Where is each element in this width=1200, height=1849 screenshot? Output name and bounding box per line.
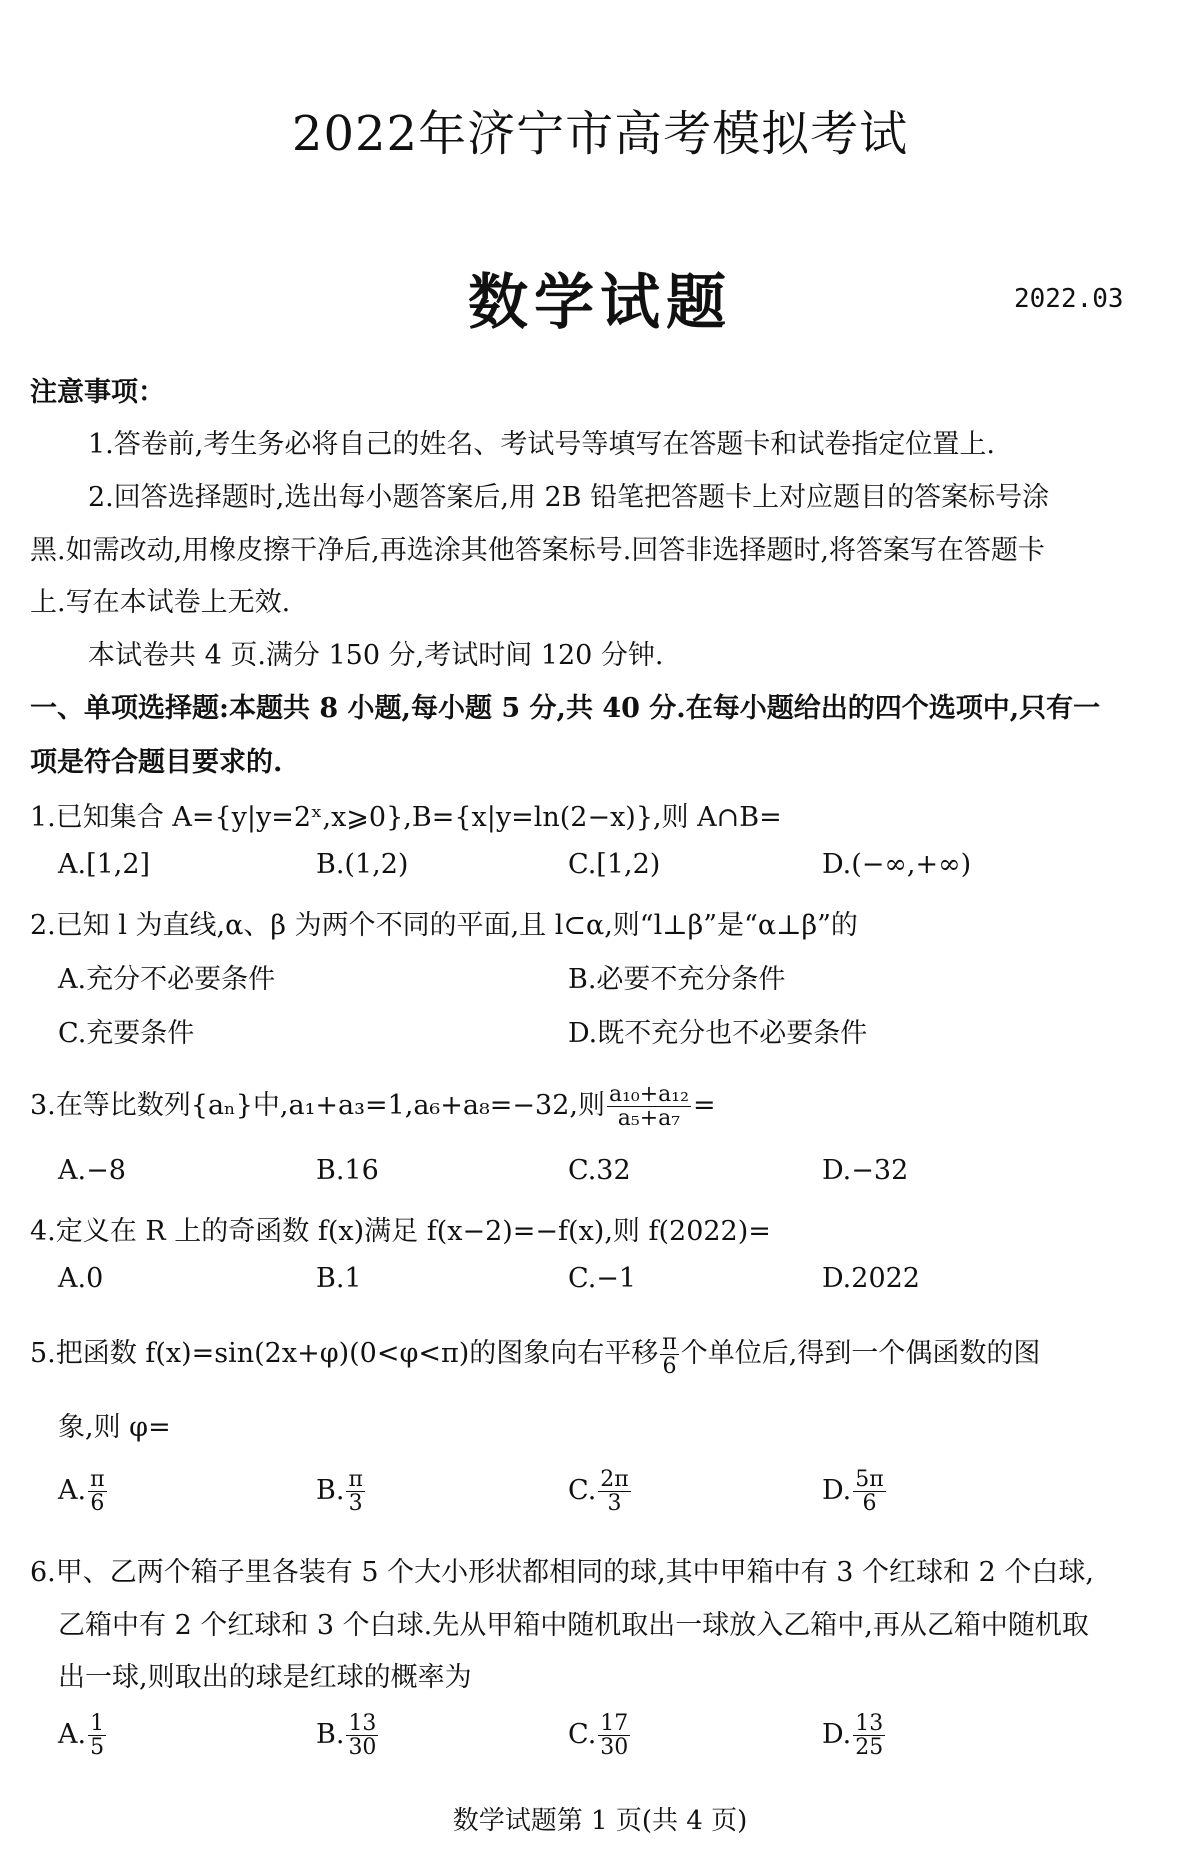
question-1-option-b[interactable]: B.(1,2) xyxy=(316,849,409,880)
notice-item-2-line-2: 黑.如需改动,用橡皮擦干净后,再选涂其他答案标号.回答非选择题时,将答案写在答题卡 xyxy=(30,535,1045,566)
question-5-fraction-denominator: 6 xyxy=(662,1354,677,1380)
question-3-stem-suffix: = xyxy=(692,1090,716,1122)
option-numerator: 1 xyxy=(90,1711,105,1736)
notice-item-2-line-3: 上.写在本试卷上无效. xyxy=(30,587,291,618)
question-3-fraction-denominator: a₅+a₇ xyxy=(617,1106,681,1132)
option-denominator: 25 xyxy=(855,1735,884,1761)
notice-item-1: 1.答卷前,考生务必将自己的姓名、考试号等填写在答题卡和试卷指定位置上. xyxy=(88,429,995,460)
question-6-option-c[interactable] xyxy=(568,1712,632,1759)
exam-title: 2022年济宁市高考模拟考试 xyxy=(291,106,909,162)
option-denominator: 3 xyxy=(607,1491,622,1517)
question-5-stem xyxy=(30,1331,1040,1378)
option-label: B. xyxy=(316,1475,345,1507)
question-6-option-a[interactable] xyxy=(58,1712,108,1759)
subject-title: 数学试题 xyxy=(468,268,732,338)
question-5-option-a[interactable] xyxy=(58,1468,109,1515)
question-4-option-d[interactable]: D.2022 xyxy=(822,1263,920,1294)
notice-item-2-line-1: 2.回答选择题时,选出每小题答案后,用 2B 铅笔把答题卡上对应题目的答案标号涂 xyxy=(88,482,1050,513)
option-label: D. xyxy=(822,1719,852,1751)
question-5-stem-suffix: 个单位后,得到一个偶函数的图 xyxy=(680,1338,1041,1370)
option-fraction xyxy=(853,1712,885,1759)
option-label: C. xyxy=(568,1719,597,1751)
question-6-option-b[interactable] xyxy=(316,1712,380,1759)
question-5-fraction xyxy=(660,1331,678,1378)
notice-item-3: 本试卷共 4 页.满分 150 分,考试时间 120 分钟. xyxy=(88,640,664,671)
option-numerator: 13 xyxy=(855,1711,884,1736)
question-5-option-b[interactable] xyxy=(316,1468,367,1515)
option-fraction xyxy=(88,1712,106,1759)
option-fraction xyxy=(346,1712,378,1759)
question-4-stem: 4.定义在 R 上的奇函数 f(x)满足 f(x−2)=−f(x),则 f(2022)= xyxy=(30,1216,771,1247)
question-1-option-d[interactable]: D.(−∞,+∞) xyxy=(822,849,972,880)
option-denominator: 6 xyxy=(90,1491,105,1517)
option-fraction xyxy=(598,1712,630,1759)
section-1-heading-line-2: 项是符合题目要求的. xyxy=(30,747,283,778)
option-numerator: 2π xyxy=(600,1467,629,1492)
option-denominator: 6 xyxy=(862,1491,877,1517)
question-4-option-c[interactable]: C.−1 xyxy=(568,1263,637,1294)
option-label: D. xyxy=(822,1475,852,1507)
question-1-option-a[interactable]: A.[1,2] xyxy=(58,849,151,880)
question-5-stem-line-2: 象,则 φ= xyxy=(58,1412,171,1443)
option-numerator: π xyxy=(348,1467,363,1492)
option-fraction xyxy=(88,1468,106,1515)
question-2-stem: 2.已知 l 为直线,α、β 为两个不同的平面,且 l⊂α,则“l⊥β”是“α⊥β”的 xyxy=(30,910,858,941)
question-6-option-d[interactable] xyxy=(822,1712,887,1759)
question-6-stem-line-2: 乙箱中有 2 个红球和 3 个白球.先从甲箱中随机取出一球放入乙箱中,再从乙箱中随机取 xyxy=(58,1610,1089,1641)
question-1-option-c[interactable]: C.[1,2) xyxy=(568,849,661,880)
question-3-stem-prefix: 3.在等比数列{aₙ}中,a₁+a₃=1,a₆+a₈=−32,则 xyxy=(30,1090,605,1122)
question-5-stem-prefix: 5.把函数 f(x)=sin(2x+φ)(0<φ<π)的图象向右平移 xyxy=(30,1338,659,1370)
option-label: C. xyxy=(568,1475,597,1507)
question-1-stem: 1.已知集合 A={y|y=2ˣ,x⩾0},B={x|y=ln(2−x)},则 A∩B= xyxy=(30,802,782,833)
option-numerator: π xyxy=(90,1467,105,1492)
option-numerator: 5π xyxy=(855,1467,884,1492)
question-2-option-a[interactable]: A.充分不必要条件 xyxy=(58,964,276,995)
option-denominator: 30 xyxy=(600,1735,629,1761)
option-label: A. xyxy=(58,1475,87,1507)
exam-date: 2022.03 xyxy=(1014,284,1124,314)
option-numerator: 17 xyxy=(600,1711,629,1736)
section-1-heading-line-1: 一、单项选择题:本题共 8 小题,每小题 5 分,共 40 分.在每小题给出的四个选项中,只有一 xyxy=(30,693,1101,724)
question-5-option-c[interactable] xyxy=(568,1468,633,1515)
question-2-option-d[interactable]: D.既不充分也不必要条件 xyxy=(568,1018,868,1049)
option-fraction xyxy=(598,1468,630,1515)
question-3-option-b[interactable]: B.16 xyxy=(316,1155,379,1186)
option-denominator: 30 xyxy=(348,1735,377,1761)
question-3-stem xyxy=(30,1083,716,1130)
question-3-option-c[interactable]: C.32 xyxy=(568,1155,631,1186)
question-2-option-c[interactable]: C.充要条件 xyxy=(58,1018,195,1049)
notice-heading: 注意事项： xyxy=(30,377,165,408)
question-5-fraction-numerator: π xyxy=(662,1330,677,1355)
question-3-option-d[interactable]: D.−32 xyxy=(822,1155,909,1186)
question-5-option-d[interactable] xyxy=(822,1468,888,1515)
question-3-fraction xyxy=(607,1083,691,1130)
page-footer: 数学试题第 1 页(共 4 页) xyxy=(452,1806,748,1836)
question-2-option-b[interactable]: B.必要不充分条件 xyxy=(568,964,786,995)
question-6-stem-line-3: 出一球,则取出的球是红球的概率为 xyxy=(58,1662,472,1693)
option-label: B. xyxy=(316,1719,345,1751)
option-fraction xyxy=(346,1468,364,1515)
question-3-fraction-numerator: a₁₀+a₁₂ xyxy=(608,1082,689,1107)
question-3-option-a[interactable]: A.−8 xyxy=(58,1155,126,1186)
option-denominator: 5 xyxy=(90,1735,105,1761)
option-label: A. xyxy=(58,1719,87,1751)
option-fraction xyxy=(853,1468,885,1515)
option-denominator: 3 xyxy=(348,1491,363,1517)
question-6-stem-line-1: 6.甲、乙两个箱子里各装有 5 个大小形状都相同的球,其中甲箱中有 3 个红球和 2 个白球, xyxy=(30,1557,1094,1588)
question-4-option-a[interactable]: A.0 xyxy=(58,1263,104,1294)
question-4-option-b[interactable]: B.1 xyxy=(316,1263,362,1294)
option-numerator: 13 xyxy=(348,1711,377,1736)
